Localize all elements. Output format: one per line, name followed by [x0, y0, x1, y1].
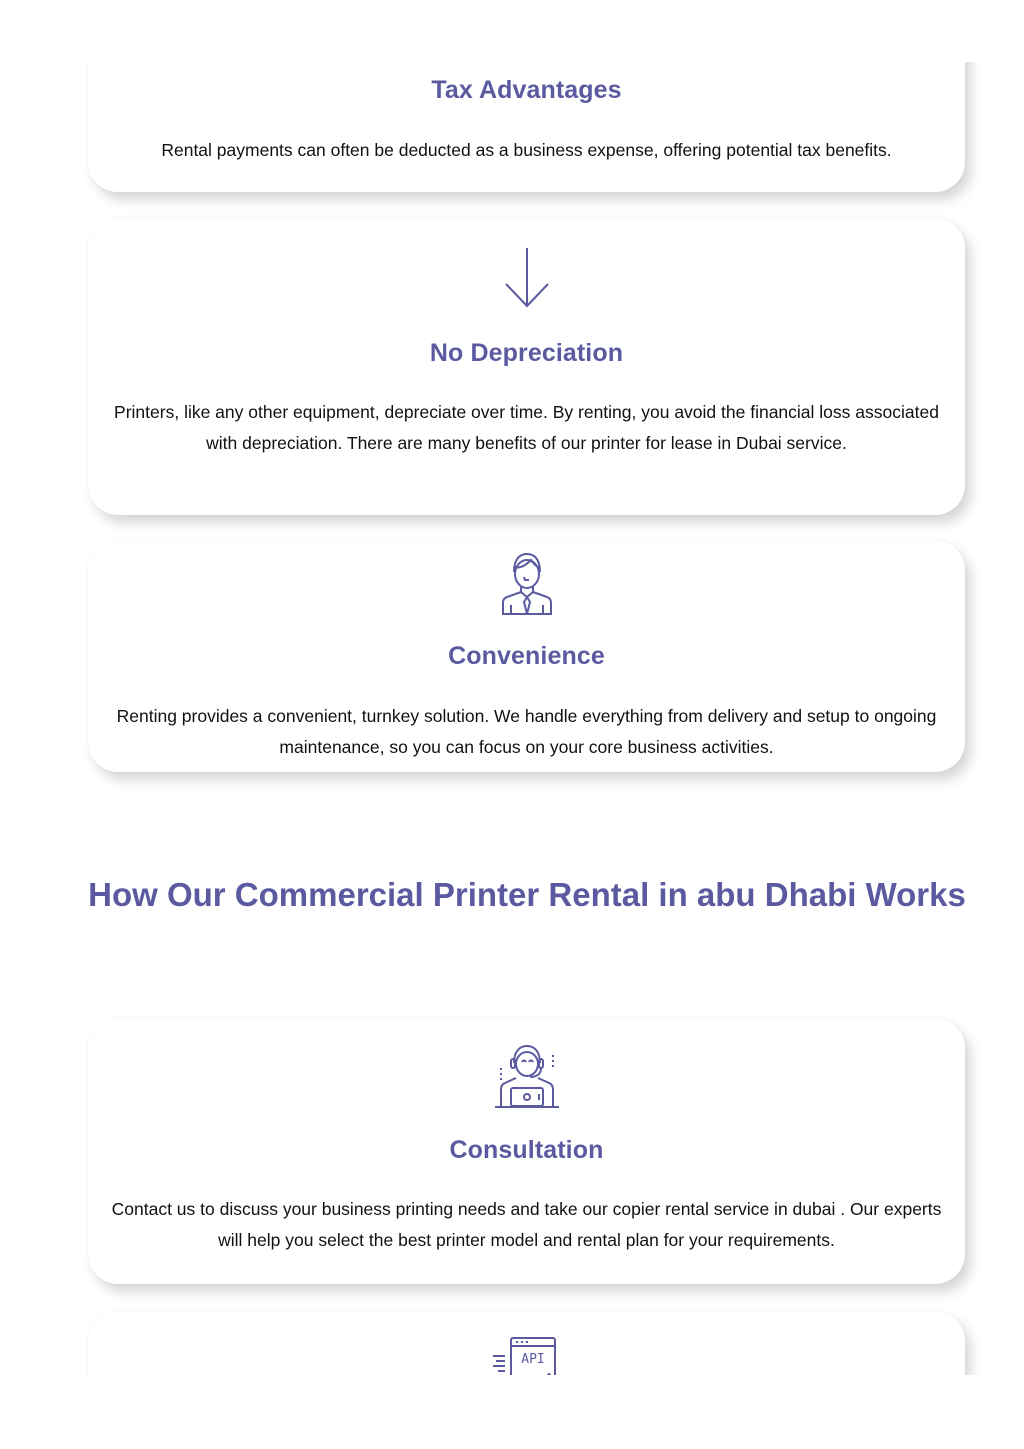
consultant-headset-icon	[492, 1044, 562, 1110]
step-card-consultation	[88, 1018, 965, 1284]
step-card-api	[88, 1311, 965, 1375]
content-viewport[interactable]	[0, 62, 1024, 1375]
arrow-down-icon	[503, 246, 551, 310]
card-title: No Depreciation	[429, 339, 624, 367]
feature-card-no-depreciation	[88, 218, 965, 515]
card-title: Consultation	[449, 1136, 604, 1164]
api-window-icon	[491, 1336, 563, 1375]
businessman-icon	[501, 550, 553, 616]
card-text: Printers, like any other equipment, depreciate over time. By renting, you avoid the financial loss associated with depreciation. There are many benefits of our printer for lease in Dubai service.	[114, 402, 939, 453]
section-heading: How Our Commercial Printer Rental in abu Dhabi Works	[88, 876, 966, 913]
feature-card-convenience	[88, 540, 965, 772]
card-text: Contact us to discuss your business printing needs and take our copier rental service in dubai . Our experts will help you select the best printer model and rental plan for your requirements.	[111, 1199, 942, 1250]
api-icon-label: API	[520, 1352, 545, 1367]
card-text: Rental payments can often be deducted as a business expense, offering potential tax benefits.	[161, 140, 892, 160]
feature-card-tax-advantages	[88, 62, 965, 192]
card-title: Convenience	[448, 642, 605, 670]
card-text: Renting provides a convenient, turnkey solution. We handle everything from delivery and setup to ongoing maintenance, so you can focus on your core business activities.	[116, 706, 937, 757]
card-title: Tax Advantages	[431, 76, 622, 104]
